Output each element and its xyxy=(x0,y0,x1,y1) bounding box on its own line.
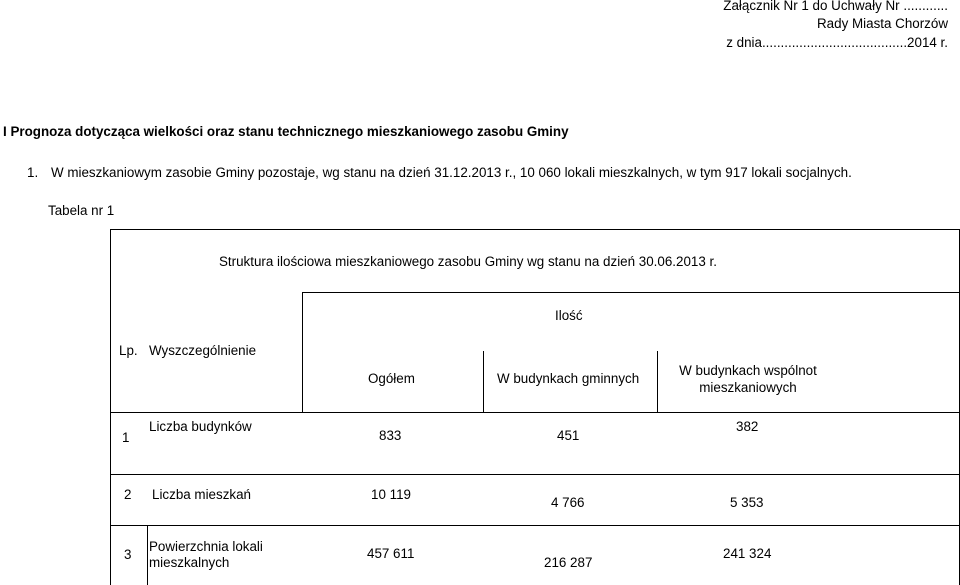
row-item: Liczba mieszkań xyxy=(152,487,251,502)
row-municipal: 451 xyxy=(557,428,580,443)
row-community: 5 353 xyxy=(730,495,764,510)
row-municipal: 4 766 xyxy=(551,495,585,510)
table-col-community-line xyxy=(657,351,658,412)
table-border-top xyxy=(110,229,960,230)
row-total: 457 611 xyxy=(367,546,415,561)
group-header-quantity: Ilość xyxy=(555,308,583,323)
table-line-group xyxy=(302,292,960,293)
header-lp: Lp. xyxy=(119,343,138,358)
table-col-municipal-line xyxy=(483,351,484,412)
table-line-row1 xyxy=(110,474,960,475)
header-item: Wyszczególnienie xyxy=(149,343,257,358)
table-line-row2 xyxy=(110,525,960,526)
point-number: 1. xyxy=(27,165,39,180)
header-community-line2: mieszkaniowych xyxy=(699,380,797,395)
header-community-line1: W budynkach wspólnot xyxy=(679,363,817,378)
attachment-line-1: Załącznik Nr 1 do Uchwały Nr ............ xyxy=(723,0,948,13)
attachment-line-2: Rady Miasta Chorzów xyxy=(817,16,948,31)
row-total: 833 xyxy=(379,428,402,443)
row-item-line1: Powierzchnia lokali xyxy=(149,539,263,554)
table-col-lp-line xyxy=(147,525,148,585)
table-label: Tabela nr 1 xyxy=(48,203,115,218)
row-lp: 3 xyxy=(124,547,132,562)
row-community: 241 324 xyxy=(723,546,772,561)
section-heading: I Prognoza dotycząca wielkości oraz stanu technicznego mieszkaniowego zasobu Gminy xyxy=(3,124,569,139)
row-total: 10 119 xyxy=(371,487,411,502)
header-total: Ogółem xyxy=(368,371,415,386)
row-community: 382 xyxy=(736,419,759,434)
attachment-line-3: z dnia.......................................2014 r. xyxy=(726,35,948,50)
row-municipal: 216 287 xyxy=(544,555,593,570)
table-border-left xyxy=(110,229,111,585)
row-lp: 2 xyxy=(124,487,132,502)
table-col-total-line xyxy=(302,292,303,412)
point-text: W mieszkaniowym zasobie Gminy pozostaje, wg stanu na dzień 31.12.2013 r., 10 060 lokali mieszkalnych, w tym 917 lokali socjalnych. xyxy=(51,165,852,180)
table-line-header xyxy=(110,412,960,413)
table-caption: Struktura ilościowa mieszkaniowego zasobu Gminy wg stanu na dzień 30.06.2013 r. xyxy=(219,254,717,269)
row-lp: 1 xyxy=(122,430,130,445)
row-item-line2: mieszkalnych xyxy=(149,555,230,570)
header-municipal: W budynkach gminnych xyxy=(497,371,640,386)
row-item: Liczba budynków xyxy=(149,419,252,434)
